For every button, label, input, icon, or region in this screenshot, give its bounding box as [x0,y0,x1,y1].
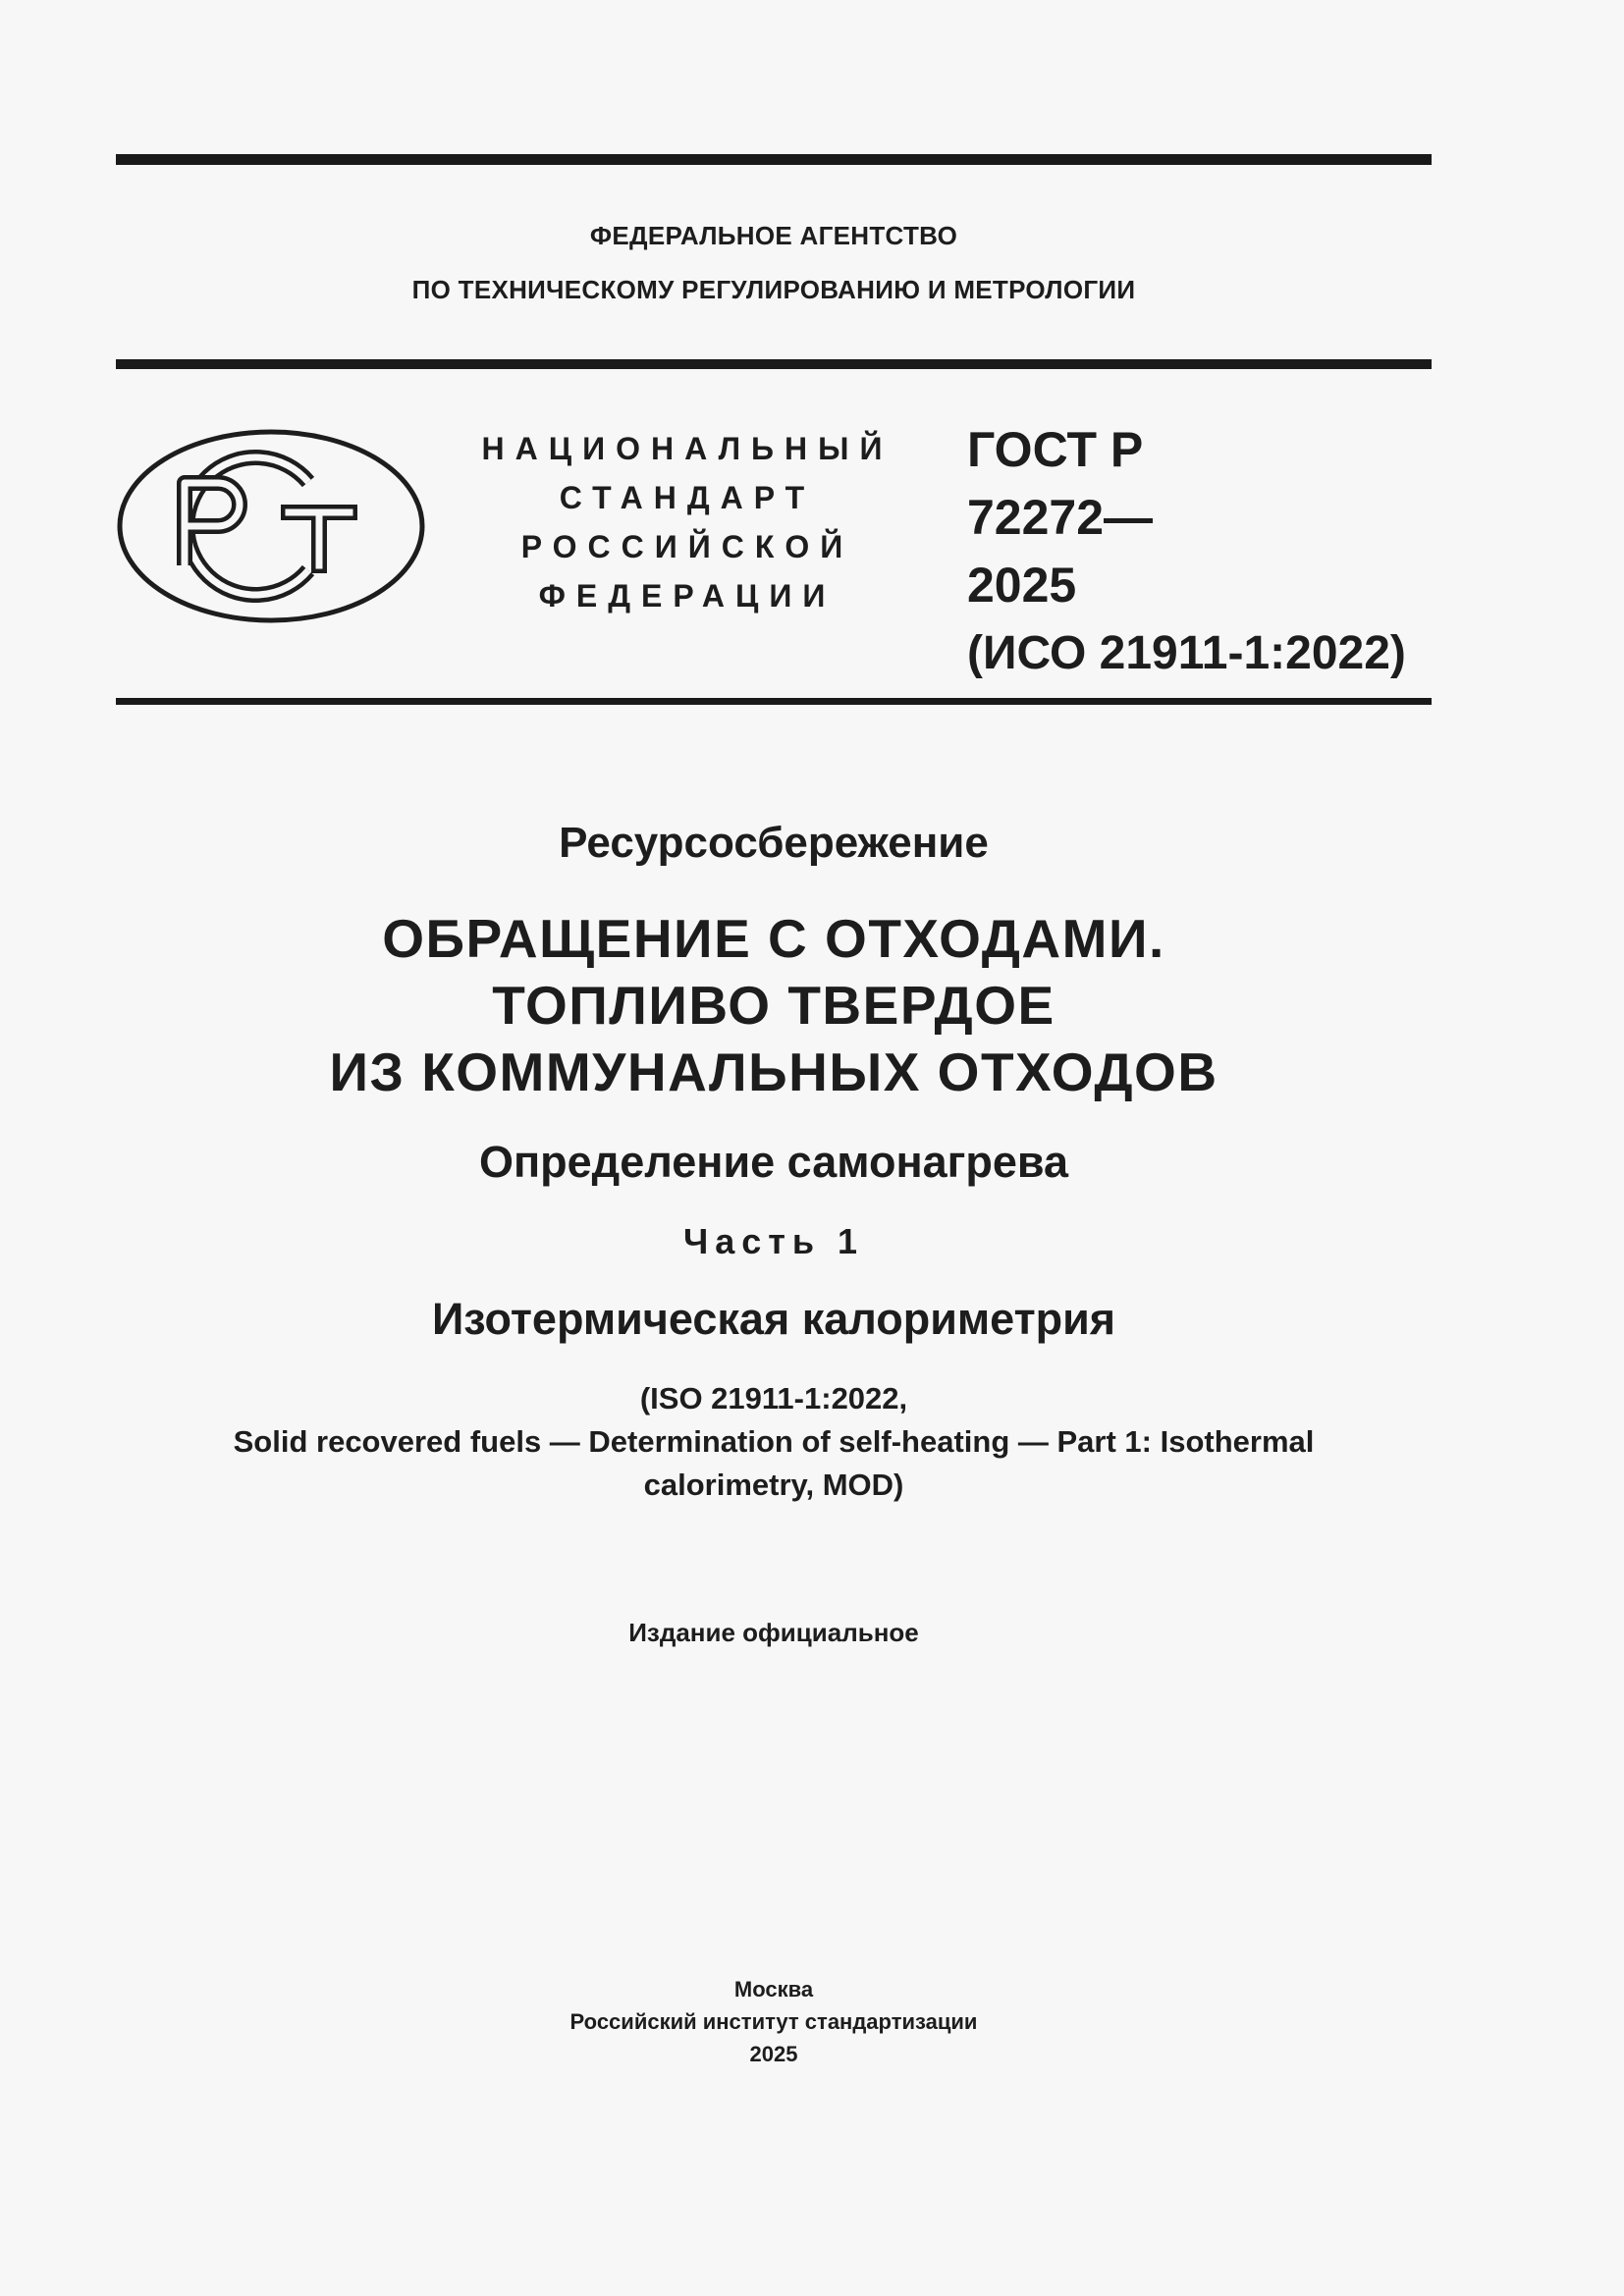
main-title-line-2: ТОПЛИВО ТВЕРДОЕ [492,975,1056,1036]
iso-reference [116,1377,1432,1507]
designation-line-3: 2025 [967,558,1077,613]
part-title: Изотермическая калориметрия [431,1294,1116,1344]
imprint-city: Москва [733,1977,814,2002]
agency-name-line-2: ПО ТЕХНИЧЕСКОМУ РЕГУЛИРОВАНИЮ И МЕТРОЛОГИИ [411,275,1136,304]
designation-iso-equivalent: (ИСО 21911-1:2022) [967,627,1406,679]
national-standard-label [461,424,913,620]
edition-note: Издание официальное [628,1618,919,1647]
iso-reference-line-3: calorimetry, MOD) [643,1468,904,1502]
middle-rule [116,359,1432,369]
rst-certification-mark-icon [116,428,426,624]
bottom-rule [116,698,1432,705]
document-subtitle: Определение самонагрева [478,1137,1069,1187]
national-standard-line-4: ФЕДЕРАЦИИ [538,578,837,614]
standard-designation [967,416,1429,687]
national-standard-line-1: НАЦИОНАЛЬНЫЙ [481,431,893,466]
imprint [116,1973,1432,2070]
iso-reference-line-2: Solid recovered fuels — Determination of self-heating — Part 1: Isothermal [233,1424,1315,1459]
designation-line-2: 72272— [967,490,1154,545]
document-topic: Ресурсосбережение [559,819,989,867]
top-rule [116,154,1432,165]
national-standard-line-2: СТАНДАРТ [559,480,816,515]
designation-line-1: ГОСТ Р [967,422,1144,477]
imprint-year: 2025 [749,2042,798,2066]
main-title-line-1: ОБРАЩЕНИЕ С ОТХОДАМИ. [382,908,1165,969]
main-title-line-3: ИЗ КОММУНАЛЬНЫХ ОТХОДОВ [329,1041,1218,1102]
national-standard-line-3: РОССИЙСКОЙ [520,529,854,564]
iso-reference-line-1: (ISO 21911-1:2022, [639,1381,908,1415]
document-main-title [116,905,1432,1105]
part-number: Часть 1 [682,1221,865,1261]
agency-name-line-1: ФЕДЕРАЛЬНОЕ АГЕНТСТВО [589,221,958,250]
imprint-publisher: Российский институт стандартизации [569,2009,978,2034]
